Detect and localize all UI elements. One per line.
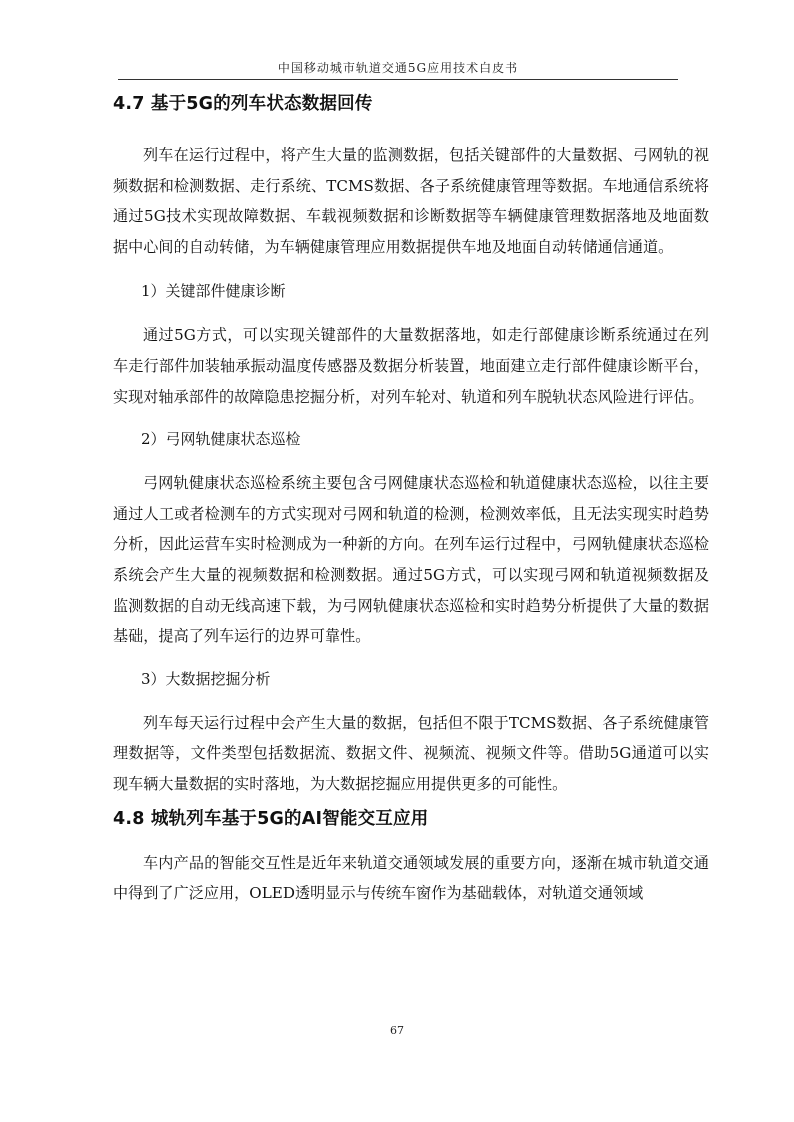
subsection-body-1: 通过5G方式，可以实现关键部件的大量数据落地，如走行部健康诊断系统通过在列车走行部件加装轴承振动温度传感器及数据分析装置，地面建立走行部件健康诊断平台，实现对轴承部件的故障隐患挖掘分析，对列车轮对、轨道和列车脱轨状态风险进行评估。 (113, 326, 709, 406)
section-4-8-body: 车内产品的智能交互性是近年来轨道交通领域发展的重要方向，逐渐在城市轨道交通中得到了广泛应用，OLED透明显示与传统车窗作为基础载体，对轨道交通领域 (113, 853, 709, 903)
subsection-title-2: 2）弓网轨健康状态巡检 (141, 430, 301, 449)
subsection-body-2: 弓网轨健康状态巡检系统主要包含弓网健康状态巡检和轨道健康状态巡检，以往主要通过人工或者检测车的方式实现对弓网和轨道的检测，检测效率低，且无法实现实时趋势分析，因此运营车实时检测成为一种新的方向。在列车运行过程中，弓网轨健康状态巡检系统会产生大量的视频数据和检测数据。通过5G方式，可以实现弓网和轨道视频数据及监测数据的自动无线高速下载，为弓网轨健康状态巡检和实时趋势分析提供了大量的数据基础，提高了列车运行的边界可靠性。 (113, 474, 709, 646)
section-4-7-intro: 列车在运行过程中，将产生大量的监测数据，包括关键部件的大量数据、弓网轨的视频数据和检测数据、走行系统、TCMS数据、各子系统健康管理等数据。车地通信系统将通过5G技术实现故障数据、车载视频数据和诊断数据等车辆健康管理数据落地及地面数据中心间的自动转储，为车辆健康管理应用数据提供车地及地面自动转储通信通道。 (113, 146, 709, 256)
section-heading-4-8: 4.8 城轨列车基于5G的AI智能交互应用 (113, 808, 429, 829)
header-divider (118, 79, 678, 80)
subsection-body-3: 列车每天运行过程中会产生大量的数据，包括但不限于TCMS数据、各子系统健康管理数据等，文件类型包括数据流、数据文件、视频流、视频文件等。借助5G通道可以实现车辆大量数据的实时落地，为大数据挖掘应用提供更多的可能性。 (113, 713, 709, 793)
page-content (113, 88, 709, 909)
page-number: 67 (390, 1024, 404, 1037)
section-heading-4-7: 4.7 基于5G的列车状态数据回传 (113, 94, 373, 114)
header-title: 中国移动城市轨道交通5G应用技术白皮书 (277, 61, 519, 75)
subsection-title-3: 3）大数据挖掘分析 (141, 669, 271, 688)
subsection-title-1: 1）关键部件健康诊断 (141, 282, 286, 301)
